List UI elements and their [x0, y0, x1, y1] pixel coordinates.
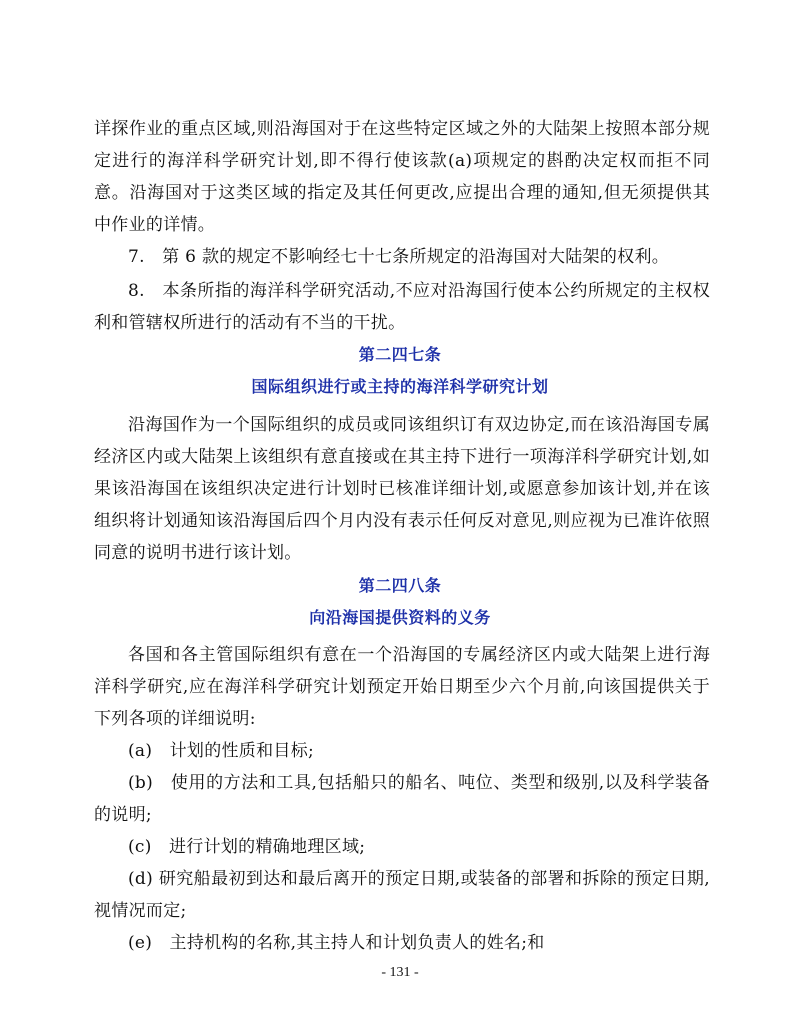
- list-item-a: (a) 计划的性质和目标;: [128, 741, 315, 761]
- page-number: - 131 -: [381, 965, 419, 980]
- paragraph-8: 8. 本条所指的海洋科学研究活动,不应对沿海国行使本公约所规定的主权权利和管辖权所进行的活动有不当的干扰。: [94, 281, 710, 333]
- list-item-e: (e) 主持机构的名称,其主持人和计划负责人的姓名;和: [128, 933, 545, 953]
- list-item-c: (c) 进行计划的精确地理区域;: [128, 837, 366, 857]
- continuation-paragraph: [94, 113, 710, 241]
- list-item-b: (b) 使用的方法和工具,包括船只的船名、吨位、类型和级别,以及科学装备的说明;: [94, 773, 710, 825]
- article-248-title: 向沿海国提供资料的义务: [309, 608, 491, 627]
- article-247-number: 第二四七条: [358, 345, 442, 364]
- article-248-body: 各国和各主管国际组织有意在一个沿海国的专属经济区内或大陆架上进行海洋科学研究,应在海洋科学研究计划预定开始日期至少六个月前,向该国提供关于下列各项的详细说明:: [94, 645, 710, 729]
- continuation-text: 详探作业的重点区域,则沿海国对于在这些特定区域之外的大陆架上按照本部分规定进行的海洋科学研究计划,即不得行使该款(a)项规定的斟酌决定权而拒不同意。沿海国对于这类区域的指定及其任何更改,应提出合理的通知,但无须提供其中作业的详情。: [94, 119, 710, 235]
- article-247-body: 沿海国作为一个国际组织的成员或同该组织订有双边协定,而在该沿海国专属经济区内或大陆架上该组织有意直接或在其主持下进行一项海洋科学研究计划,如果该沿海国在该组织决定进行计划时已核准详细计划,或愿意参加该计划,并在该组织将计划通知该沿海国后四个月内没有表示任何反对意见,则应视为已准许依照同意的说明书进行该计划。: [94, 415, 710, 563]
- article-247-title: 国际组织进行或主持的海洋科学研究计划: [251, 377, 549, 396]
- article-248-number: 第二四八条: [358, 576, 442, 595]
- paragraph-7: 7. 第 6 款的规定不影响经七十七条所规定的沿海国对大陆架的权利。: [128, 247, 670, 267]
- list-item-d: (d) 研究船最初到达和最后离开的预定日期,或装备的部署和拆除的预定日期,视情况而定;: [94, 869, 710, 921]
